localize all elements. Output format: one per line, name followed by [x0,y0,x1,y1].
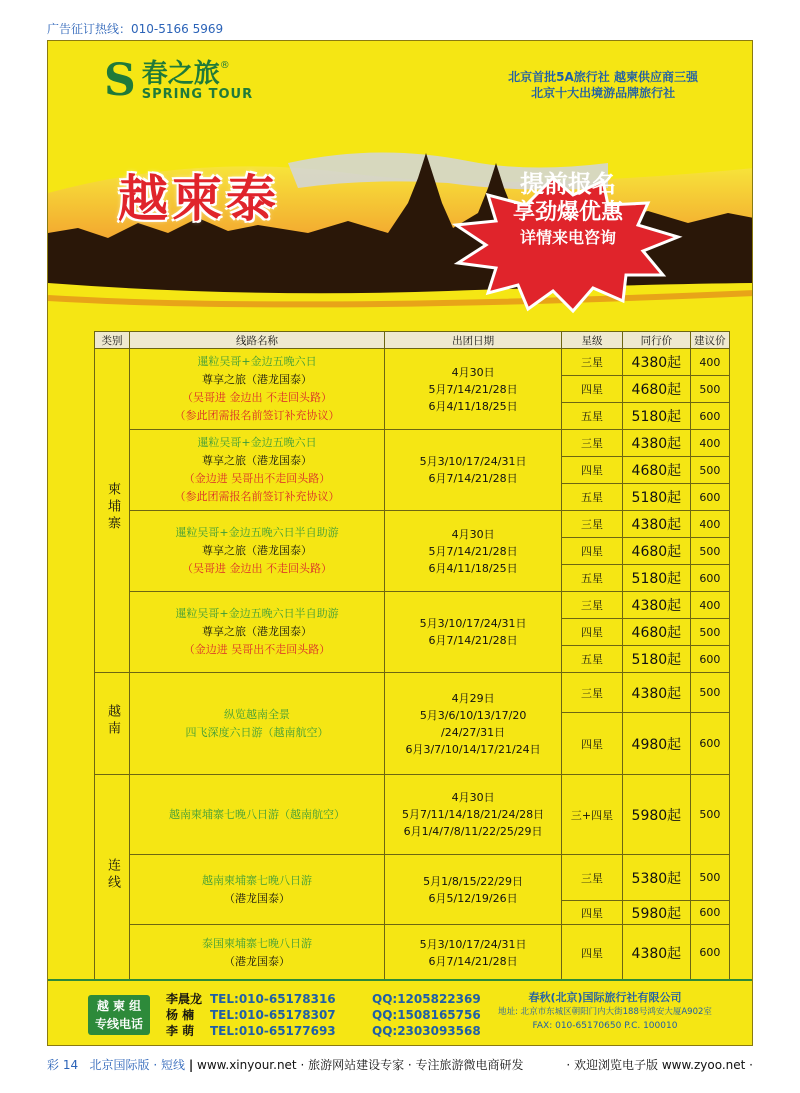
route-name: 越南柬埔寨七晚八日游（越南航空） [129,775,384,855]
star-level: 四星 [561,925,622,981]
header-category: 类别 [95,332,130,349]
route-name: 泰国柬埔寨七晚八日游 （港龙国泰） [129,925,384,981]
peer-price: 5180起 [623,565,691,592]
peer-price: 4380起 [623,511,691,538]
star-level: 四星 [561,538,622,565]
star-level: 三星 [561,592,622,619]
header-dates: 出团日期 [385,332,562,349]
company-address: 地址: 北京市东城区朝阳门内大街188号鸿安大厦A902室 [498,1007,712,1017]
tagline-line1: 北京首批5A旅行社 越柬供应商三强 [508,70,698,84]
table-row [95,925,730,981]
star-level: 三星 [561,855,622,901]
phone-number[interactable]: TEL:010-65178316 [210,992,336,1006]
category-cambodia: 柬埔寨 [95,349,130,673]
route-name: 越南柬埔寨七晚八日游 （港龙国泰） [129,855,384,925]
phone-number[interactable]: TEL:010-65178307 [210,1008,336,1022]
group-hotline-label: 越 柬 组 专线电话 [88,995,150,1035]
peer-price: 4680起 [623,538,691,565]
star-level: 三星 [561,673,622,713]
suggested-price: 600 [690,403,729,430]
table-row [95,592,730,619]
contact-row: 杨 楠 TEL:010-65178307 QQ:1508165756 [166,1008,481,1022]
route-name: 暹粒吴哥+金边五晚六日 尊享之旅（港龙国泰） （金边进 吴哥出不走回头路） （参此团需报名前签订补充协议） [129,430,384,511]
star-level: 四星 [561,619,622,646]
page-number: 彩 14 [47,1058,79,1072]
header-star: 星级 [561,332,622,349]
peer-price: 4380起 [623,925,691,981]
star-level: 四星 [561,901,622,925]
suggested-price: 600 [690,646,729,673]
table-row [95,349,730,376]
route-name: 暹粒吴哥+金边五晚六日 尊享之旅（港龙国泰） （吴哥进 金边出 不走回头路） （参此团需报名前签订补充协议） [129,349,384,430]
peer-price: 5380起 [623,855,691,901]
divider: | [188,1058,194,1072]
suggested-price: 400 [690,349,729,376]
peer-price: 4680起 [623,457,691,484]
route-name: 暹粒吴哥+金边五晚六日半自助游 尊享之旅（港龙国泰） （吴哥进 金边出 不走回头路） [129,511,384,592]
logo-cn-text: 春之旅 [141,58,220,89]
company-fax: FAX: 010-65170650 P.C. 100010 [532,1021,678,1031]
star-level: 五星 [561,565,622,592]
suggested-price: 600 [690,565,729,592]
suggested-price: 500 [690,538,729,565]
ad-hotline: 广告征订热线：010-5166 5969 [47,22,224,36]
star-level: 五星 [561,403,622,430]
star-level: 三+四星 [561,775,622,855]
suggested-price: 600 [690,484,729,511]
company-info [460,991,750,1033]
qq-number: QQ:1205822369 [372,992,481,1006]
table-row [95,855,730,901]
peer-price: 5980起 [623,901,691,925]
peer-price: 4680起 [623,619,691,646]
category-combined: 连线 [95,775,130,981]
star-level: 三星 [561,430,622,457]
contact-footer [48,979,753,1045]
contact-row: 李晨龙 TEL:010-65178316 QQ:1205822369 [166,992,481,1006]
advertisement-panel [47,40,753,1046]
departure-dates: 5月3/10/17/24/31日 6月7/14/21/28日 [385,430,562,511]
suggested-price: 500 [690,457,729,484]
spring-tour-logo [104,55,254,106]
table-header-row [95,332,730,349]
peer-price: 4380起 [623,430,691,457]
contact-list [166,991,481,1039]
peer-price: 4980起 [623,713,691,775]
edition-label: 北京国际版 · 短线 [89,1058,185,1072]
departure-dates: 5月1/8/15/22/29日 6月5/12/19/26日 [385,855,562,925]
departure-dates: 4月30日 5月7/14/21/28日 6月4/11/18/25日 [385,511,562,592]
peer-price: 4380起 [623,349,691,376]
star-level: 四星 [561,457,622,484]
peer-price: 4380起 [623,592,691,619]
star-level: 三星 [561,511,622,538]
qq-number: QQ:1508165756 [372,1008,481,1022]
hero-title: 越柬泰 [118,170,280,228]
e-edition-link[interactable]: · 欢迎浏览电子版 www.zyoo.net · [566,1058,753,1072]
peer-price: 5980起 [623,775,691,855]
page-footer [47,1056,753,1073]
suggested-price: 600 [690,901,729,925]
suggested-price: 400 [690,592,729,619]
route-name: 暹粒吴哥+金边五晚六日半自助游 尊享之旅（港龙国泰） （金边进 吴哥出不走回头路） [129,592,384,673]
departure-dates: 4月29日 5月3/6/10/13/17/20 /24/27/31日 6月3/7/10/14/17/21/24日 [385,673,562,775]
tagline-line2: 北京十大出境游品牌旅行社 [531,86,676,100]
burst-line3: 详情来电咨询 [519,228,616,247]
registered-mark: ® [219,59,230,71]
company-tagline [508,69,698,101]
departure-dates: 4月30日 5月7/14/21/28日 6月4/11/18/25日 [385,349,562,430]
suggested-price: 500 [690,673,729,713]
phone-number[interactable]: TEL:010-65177693 [210,1024,336,1038]
peer-price: 5180起 [623,484,691,511]
burst-line2: 享劲爆优惠 [512,200,623,225]
header-peer-price: 同行价 [623,332,691,349]
table-row [95,673,730,713]
star-level: 五星 [561,484,622,511]
star-level: 四星 [561,713,622,775]
suggested-price: 400 [690,511,729,538]
header-route: 线路名称 [129,332,384,349]
contact-row: 李 萌 TEL:010-65177693 QQ:2303093568 [166,1024,481,1038]
departure-dates: 5月3/10/17/24/31日 6月7/14/21/28日 [385,592,562,673]
suggested-price: 500 [690,376,729,403]
peer-price: 5180起 [623,403,691,430]
suggested-price: 500 [690,619,729,646]
suggested-price: 600 [690,713,729,775]
promo-burst-text [478,169,658,249]
suggested-price: 400 [690,430,729,457]
departure-dates: 4月30日 5月7/11/14/18/21/24/28日 6月1/4/7/8/11/22/25/29日 [385,775,562,855]
suggested-price: 600 [690,925,729,981]
table-row [95,511,730,538]
logo-mark-icon: S [104,55,136,106]
departure-dates: 5月3/10/17/24/31日 6月7/14/21/28日 [385,925,562,981]
star-level: 三星 [561,349,622,376]
peer-price: 5180起 [623,646,691,673]
site-link[interactable]: www.xinyour.net · 旅游网站建设专家 · 专注旅游微电商研发 [197,1058,524,1072]
peer-price: 4380起 [623,673,691,713]
header-suggested-price: 建议价 [690,332,729,349]
star-level: 四星 [561,376,622,403]
company-name: 春秋(北京)国际旅行社有限公司 [528,991,682,1004]
table-row [95,775,730,855]
route-price-table [94,331,730,981]
qq-number: QQ:2303093568 [372,1024,481,1038]
star-level: 五星 [561,646,622,673]
suggested-price: 500 [690,855,729,901]
peer-price: 4680起 [623,376,691,403]
table-row [95,430,730,457]
category-vietnam: 越南 [95,673,130,775]
suggested-price: 500 [690,775,729,855]
route-name: 纵览越南全景 四飞深度六日游（越南航空） [129,673,384,775]
burst-line1: 提前报名 [520,170,616,198]
logo-en-text: SPRING TOUR [141,87,254,103]
